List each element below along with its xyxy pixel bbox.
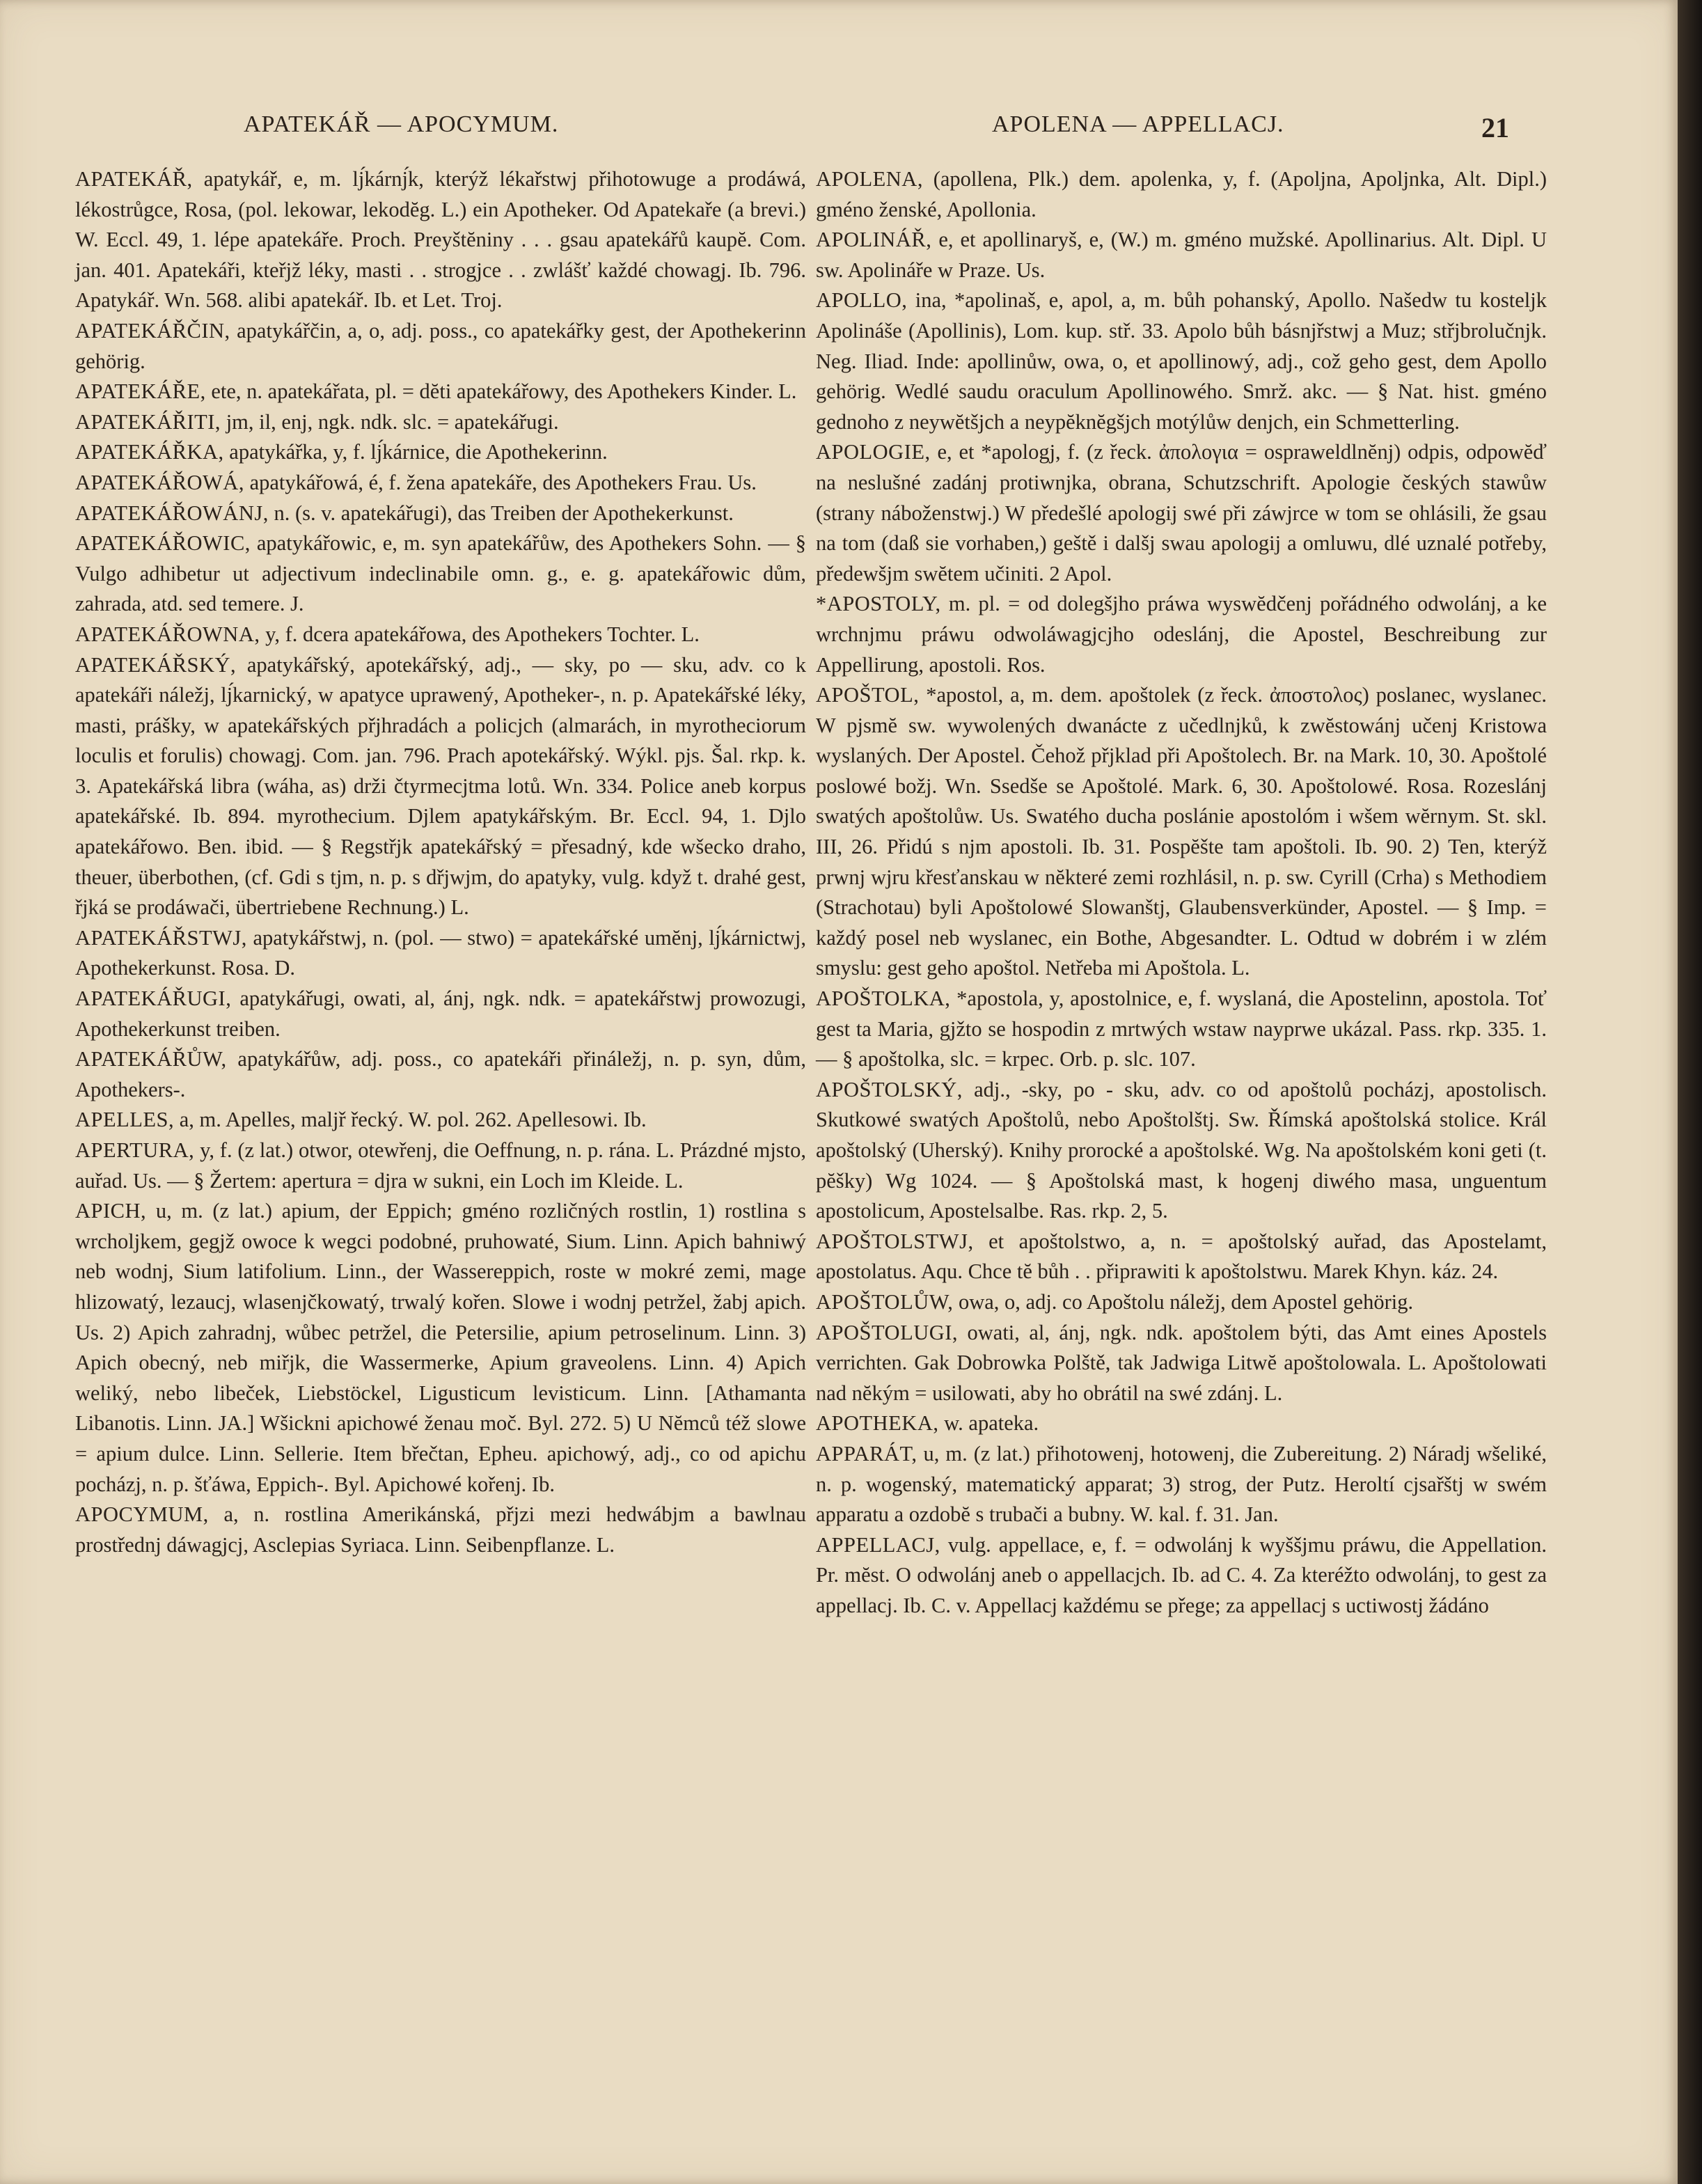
dictionary-entry bbox=[75, 1105, 806, 1136]
dictionary-entry bbox=[816, 1439, 1547, 1530]
page-edge-shadow bbox=[1678, 0, 1702, 2184]
dictionary-entry bbox=[816, 225, 1547, 285]
entry-headword: APOLLO, bbox=[816, 288, 908, 313]
entry-headword: APOLOGIE, bbox=[816, 440, 931, 464]
entry-headword: APOLENA, bbox=[816, 167, 923, 191]
page-header bbox=[0, 111, 1678, 153]
dictionary-entry bbox=[75, 528, 806, 620]
entry-definition: e, et *apologj, f. (z řeck. ἀπολογια = ospraweldlnĕnj) odpis, odpowĕď na neslušné zadánj protiwnjka, obrana, Schutzschrift. Apologie českých stawůw (strany náboženstwj.) W předešlé apologij swé při záwjrce w tom se ohlásili, že gsau na tom (daß sie vorhaben,) geště i dalšj swau apologij a omluwu, dlé uznalé potřeby, předewšjm swĕtem učiniti. 2 Apol. bbox=[816, 440, 1547, 586]
dictionary-entry bbox=[816, 1227, 1547, 1287]
entry-headword: APATEKÁŘOWIC, bbox=[75, 531, 251, 556]
entry-headword: APICH, bbox=[75, 1199, 147, 1223]
entry-definition: apatykářůw, adj. poss., co apatekáři přináležj, n. p. syn, dům, Apothekers-. bbox=[75, 1047, 806, 1101]
entry-headword: APATEKÁŘKA, bbox=[75, 440, 224, 464]
entry-headword: APOTHEKA, bbox=[816, 1411, 939, 1436]
dictionary-entry bbox=[816, 1318, 1547, 1409]
dictionary-entry bbox=[75, 650, 806, 923]
entry-definition: w. apateka. bbox=[944, 1411, 1039, 1436]
dictionary-entry bbox=[75, 620, 806, 650]
dictionary-entry bbox=[75, 498, 806, 529]
entry-definition: (apollena, Plk.) dem. apolenka, y, f. (Apoljna, Apoljnka, Alt. Dipl.) gméno ženské, Apollonia. bbox=[816, 167, 1547, 221]
entry-headword: APATEKÁŘČIN, bbox=[75, 318, 230, 343]
dictionary-entry bbox=[816, 589, 1547, 680]
entry-headword: APATEKÁŘŮW, bbox=[75, 1047, 227, 1071]
dictionary-entry bbox=[75, 407, 806, 438]
dictionary-entry bbox=[816, 1408, 1547, 1439]
entry-definition: y, f. dcera apatekářowa, des Apothekers Tochter. L. bbox=[265, 622, 700, 646]
dictionary-entry bbox=[816, 680, 1547, 984]
entry-headword: APPARÁT, bbox=[816, 1441, 917, 1466]
entry-definition: apatykářowic, e, m. syn apatekářůw, des Apothekers Sohn. — § Vulgo adhibetur ut adjectivum indeclinabile omn. g., e. g. apatekářowic dům, zahrada, atd. sed temere. J. bbox=[75, 531, 807, 616]
entry-headword: APATEKÁŘE, bbox=[75, 379, 206, 404]
dictionary-entry bbox=[75, 1044, 806, 1105]
dictionary-entry bbox=[75, 984, 806, 1044]
entry-definition: apatykářugi, owati, al, ánj, ngk. ndk. = apatekářstwj prowozugi, Apothekerkunst treiben. bbox=[75, 987, 807, 1041]
entry-headword: APATEKÁŘITI, bbox=[75, 409, 221, 434]
entry-definition: owati, al, ánj, ngk. ndk. apoštolem býti, das Amt eines Apostels verrichten. Gak Dobrowka Polště, tak Jadwiga Litwĕ apoštolowala. L. Apoštolowati nad nĕkým = usilowati, aby ho obrátil na swé zdánj. L. bbox=[816, 1320, 1547, 1405]
entry-headword: APOLINÁŘ, bbox=[816, 228, 932, 252]
entry-definition: apatykářowá, é, f. žena apatekáře, des Apothekers Frau. Us. bbox=[249, 470, 757, 494]
entry-definition: apatykářstwj, n. (pol. — stwo) = apatekářské umĕnj, lj́kárnictwj, Apothekerkunst. Rosa. D. bbox=[75, 925, 806, 980]
entry-headword: APOŠTOLKA, bbox=[816, 987, 951, 1011]
entry-headword: APATEKÁŘOWÁNJ, bbox=[75, 501, 269, 525]
left-column bbox=[75, 164, 806, 1560]
entry-definition: apatykářský, apotekářský, adj., — sky, po — sku, adv. co k apatekáři náležj, lj́karnický, w apatyce uprawený, Apotheker-, n. p. Apatekářské léky, masti, prášky, w apatekářských přjhradách a policjch (almarách, in myrotheciorum loculis et forulis) chowagj. Com. jan. 796. Prach apotekářský. Wýkl. pjs. Šal. rkp. k. 3. Apatekářská libra (wáha, as) drži čtyrmecjtma lotů. Wn. 334. Police aneb korpus apatekářské. Ib. 894. myrothecium. Djlem apatykářským. Br. Eccl. 94, 1. Djlo apatekářowo. Ben. ibid. — § Regstřjk apatekářský = přesadný, kde wšecko draho, theuer, überbothen, (cf. Gdi s tjm, n. p. s dřjwjm, do apatyky, vulg. když t. drahé gest, řjká se prodáwači, übertriebene Rechnung.) L. bbox=[75, 652, 807, 920]
entry-definition: ina, *apolinaš, e, apol, a, m. bůh pohanský, Apollo. Našedw tu kosteljk Apolináše (Apollinis), Lom. kup. stř. 33. Apolo bůh básnjřstwj a Muz; střjbrolučnjk. Neg. Iliad. Inde: apollinůw, owa, o, et apollinowý, adj., což geho gest, dem Apollo gehörig. Wedlé saudu oraculum Apollinowého. Smrž. akc. — § Nat. hist. gméno gednoho z neywĕtšjch a neypĕknĕgšjch motýlůw denjch, ein Schmetterling. bbox=[816, 288, 1547, 434]
entry-headword: *APOSTOLY, bbox=[816, 592, 941, 616]
entry-definition: m. pl. = od dolegšjho práwa wyswĕdčenj pořádného odwolánj, a ke wrchnjmu práwu odwoláwagjcjho odeslánj, die Apostel, Beschreibung zur Appellirung, apostoli. Ros. bbox=[816, 592, 1547, 677]
entry-headword: APATEKÁŘOWÁ, bbox=[75, 470, 244, 494]
entry-definition: u, m. (z lat.) apium, der Eppich; gméno rozličných rostlin, 1) rostlina s wrcholjkem, gegjž owoce k wegci podobné, pruhowaté, Sium. Linn. Apich bahniwý neb wodnj, Sium latifolium. Linn., der Wassereppich, roste w mokré zemi, mage hlizowatý, lezaucj, wlasenjčkowatý, trwalý kořen. Slowe i wodnj petržel, žabj apich. Us. 2) Apich zahradnj, wůbec petržel, die Petersilie, apium petroselinum. Linn. 3) Apich obecný, neb miřjk, die Wassermerke, Apium graveolens. Linn. 4) Apich weliký, nebo libeček, Liebstöckel, Ligusticum levisticum. Linn. [Athamanta Libanotis. Linn. JA.] Wšickni apichowé ženau moč. Byl. 272. 5) U Nĕmců též slowe = apium dulce. Linn. Sellerie. Item břečtan, Epheu. apichowý, adj., co od apichu pocházj, n. p. šťáwa, Eppich-. Byl. Apichowé kořenj. Ib. bbox=[75, 1199, 806, 1496]
dictionary-entry bbox=[75, 164, 806, 316]
entry-headword: APOŠTOLSKÝ, bbox=[816, 1077, 963, 1101]
entry-definition: apatykářka, y, f. lj́kárnice, die Apothekerinn. bbox=[229, 440, 608, 464]
dictionary-entry bbox=[816, 164, 1547, 225]
entry-definition: vulg. appellace, e, f. = odwolánj k wyššjmu práwu, die Appellation. Pr. mĕst. O odwolánj aneb o appellacjch. Ib. ad C. 4. Za kteréžto odwolánj, to gest za appellacj. Ib. C. v. Appellacj každému se přege; za appellacj s uctiwostj žádáno bbox=[816, 1532, 1547, 1617]
entry-definition: *apostola, y, apostolnice, e, f. wyslaná, die Apostelinn, apostola. Toť gest ta Maria, gjžto se hospodin z mrtwých wstaw nayprwe ukázal. Pass. rkp. 335. 1. — § apoštolka, slc. = krpec. Orb. p. slc. 107. bbox=[816, 987, 1547, 1071]
dictionary-entry bbox=[75, 1500, 806, 1560]
dictionary-entry bbox=[75, 1196, 806, 1500]
dictionary-entry bbox=[75, 468, 806, 498]
dictionary-entry bbox=[75, 923, 806, 984]
entry-definition: owa, o, adj. co Apoštolu náležj, dem Apostel gehörig. bbox=[958, 1289, 1414, 1314]
entry-definition: et apoštolstwo, a, n. = apoštolský auřad, das Apostelamt, apostolatus. Aqu. Chce tĕ bůh . . připrawiti k apoštolstwu. Marek Khyn. káz. 24. bbox=[816, 1229, 1547, 1284]
entry-headword: APATEKÁŘOWNA, bbox=[75, 622, 260, 646]
dictionary-entry bbox=[816, 285, 1547, 437]
entry-headword: APERTURA, bbox=[75, 1138, 195, 1162]
page-number: 21 bbox=[1481, 112, 1509, 143]
entry-headword: APELLES, bbox=[75, 1108, 175, 1132]
entry-headword: APOŠTOLSTWJ, bbox=[816, 1229, 974, 1253]
dictionary-entry bbox=[75, 1136, 806, 1196]
entry-headword: APATEKÁŘSKÝ, bbox=[75, 652, 237, 677]
entry-definition: e, et apollinaryš, e, (W.) m. gméno mužské. Apollinarius. Alt. Dipl. U sw. Apolináře w Praze. Us. bbox=[816, 228, 1547, 282]
entry-headword: APATEKÁŘ, bbox=[75, 167, 193, 191]
entry-definition: n. (s. v. apatekářugi), das Treiben der Apothekerkunst. bbox=[274, 501, 734, 525]
entry-definition: a, n. rostlina Amerikánská, přjzi mezi hedwábjm a bawlnau prostřednj dáwagjcj, Asclepias Syriaca. Linn. Seibenpflanze. L. bbox=[75, 1502, 807, 1557]
dictionary-entry bbox=[816, 1075, 1547, 1227]
dictionary-entry bbox=[816, 437, 1547, 589]
dictionary-entry bbox=[816, 984, 1547, 1075]
dictionary-entry bbox=[75, 437, 806, 468]
entry-definition: adj., -sky, po - sku, adv. co od apoštolů pocházj, apostolisch. Skutkowé swatých Apoštolů, nebo Apoštolštj. Sw. Římská apoštolská stolice. Král apoštolský (Uherský). Knihy prorocké a apoštolské. Wg. Na apoštolském koni geti (t. pĕšky) Wg 1024. — § Apoštolská mast, k hogenj diwého masa, unguentum apostolicum, Apostelsalbe. Ras. rkp. 2, 5. bbox=[816, 1077, 1547, 1223]
entry-definition: y, f. (z lat.) otwor, otewřenj, die Oeffnung, n. p. rána. L. Prázdné mjsto, auřad. Us. — § Žertem: apertura = djra w sukni, ein Loch im Kleide. L. bbox=[75, 1138, 807, 1193]
dictionary-entry bbox=[816, 1287, 1547, 1318]
entry-headword: APOŠTOLUGI, bbox=[816, 1320, 959, 1344]
dictionary-entry bbox=[75, 316, 806, 377]
entry-headword: APOŠTOLŮW, bbox=[816, 1289, 954, 1314]
entry-headword: APOŠTOL, bbox=[816, 683, 920, 707]
entry-headword: APATEKÁŘSTWJ, bbox=[75, 925, 247, 950]
right-column bbox=[816, 164, 1547, 1621]
entry-headword: APOCYMUM, bbox=[75, 1502, 209, 1527]
entry-definition: a, m. Apelles, maljř řecký. W. pol. 262. Apellesowi. Ib. bbox=[179, 1108, 647, 1132]
entry-headword: APATEKÁŘUGI, bbox=[75, 987, 232, 1011]
dictionary-entry bbox=[75, 377, 806, 407]
entry-definition: apatykář, e, m. lj́kárnj́k, kterýž lékařstwj přihotowuge a prodáwá, lékostrůgce, Rosa, (pol. lekowar, lekodĕg. L.) ein Apotheker. Od Apatekaře (a brevi.) W. Eccl. 49, 1. lépe apatekáře. Proch. Preyštĕniny . . . gsau apatekářů kaupĕ. Com. jan. 401. Apatekáři, kteřjž léky, masti . . strogjce . . zwlášť každé chowagj. Ib. 796. Apatykář. Wn. 568. alibi apatekář. Ib. et Let. Troj. bbox=[75, 167, 806, 313]
entry-definition: *apostol, a, m. dem. apoštolek (z řeck. ἀποστολος) poslanec, wyslanec. W pjsmĕ sw. wywolených dwanácte z učedlnjků, k zwĕstowánj učenj Kristowa wyslaných. Der Apostel. Čehož přjklad při Apoštolech. Br. na Mark. 10, 30. Apoštolé poslowé božj. Wn. Ssedše se Apoštolé. Mark. 6, 30. Apoštolowé. Rosa. Rozeslánj swatých apoštolůw. Us. Swatého ducha poslánie apostolóm i wšem wĕrnym. St. skl. III, 26. Přidú s njm apostoli. Ib. 31. Pospĕšte tam apoštoli. Ib. 90. 2) Ten, kterýž prwnj wjru křesťanskau w nĕkteré zemi rozhlásil, n. p. sw. Cyrill (Crha) s Methodiem (Strachotau) byli Apoštolowé Slowanštj, Glaubensverkünder, Apostel. — § Imp. = každý posel neb wyslanec, ein Bothe, Abgesandter. L. Odtud w dobrém i w zlém smyslu: gest geho apoštol. Netřeba mi Apoštola. L. bbox=[816, 683, 1547, 980]
entry-definition: ete, n. apatekářata, pl. = dĕti apatekářowy, des Apothekers Kinder. L. bbox=[211, 379, 797, 404]
entry-definition: jm, il, enj, ngk. ndk. slc. = apatekářugi. bbox=[226, 409, 559, 434]
entry-definition: u, m. (z lat.) přihotowenj, hotowenj, die Zubereitung. 2) Náradj wšeliké, n. p. wogenský, matematický apparat; 3) strog, der Putz. Heroltí cjsařštj w swém apparatu a ozdobĕ s trubači a bubny. W. kal. f. 31. Jan. bbox=[816, 1441, 1547, 1527]
entry-definition: apatykářčin, a, o, adj. poss., co apatekářky gest, der Apothekerinn gehörig. bbox=[75, 318, 806, 373]
header-left: APATEKÁŘ — APOCYMUM. bbox=[244, 111, 559, 137]
header-right: APOLENA — APPELLACJ. bbox=[992, 111, 1284, 137]
entry-headword: APPELLACJ, bbox=[816, 1532, 940, 1557]
dictionary-entry bbox=[816, 1530, 1547, 1621]
